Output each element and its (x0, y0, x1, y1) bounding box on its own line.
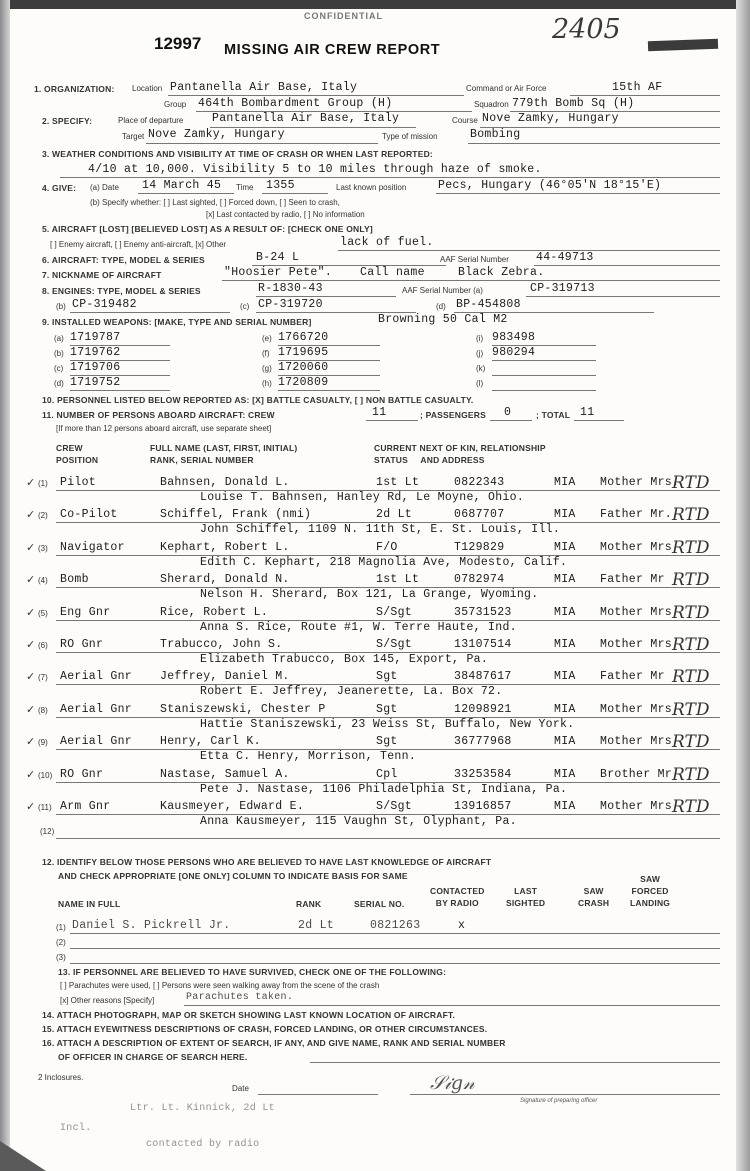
crew-row-number: (8) (38, 705, 48, 715)
s4-b-line1: (b) Specify whether: [ ] Last sighted, [ ] Forced down, [ ] Seen to crash, (90, 198, 340, 207)
s6-serial-line (534, 265, 720, 266)
s6-type: B-24 L (256, 251, 300, 264)
s7-nickname: "Hoosier Pete". (224, 266, 333, 279)
crew-name: Rice, Robert L. (160, 605, 269, 619)
crew-position: Bomb (60, 573, 89, 587)
s2-course-label: Course (452, 116, 478, 125)
crew-relation: Mother Mrs (600, 638, 673, 651)
crew-row-line (56, 814, 720, 815)
crew-address: Anna Kausmeyer, 115 Vaughn St, Olyphant, Pa. (200, 815, 517, 828)
crew-rank: Cpl (376, 767, 398, 781)
s1-label: 1. ORGANIZATION: (34, 84, 115, 94)
s8-a-line (526, 296, 720, 297)
crew-address: Anna S. Rice, Route #1, W. Terre Haute, Ind. (200, 620, 517, 634)
footer-date-label: Date (232, 1084, 249, 1093)
crew-row-number: (5) (38, 608, 48, 618)
s2-target-line (146, 143, 378, 144)
s9-type: Browning 50 Cal M2 (378, 313, 508, 326)
crew-address: Etta C. Henry, Morrison, Tenn. (200, 750, 417, 764)
crew-row-line (56, 555, 720, 556)
crew-position: Aerial Gnr (60, 735, 133, 749)
s8-b: CP-319482 (72, 298, 137, 311)
weapon-slot-label: (i) (476, 334, 484, 343)
s8-type-line (256, 296, 396, 297)
s2-target-label: Target (122, 132, 145, 141)
rtd-mark: RTD (672, 635, 710, 655)
s8-d: BP-454808 (456, 298, 521, 311)
crew-address: John Schiffel, 1109 N. 11th St, E. St. Louis, Ill. (200, 523, 561, 537)
weapon-serial: 1720060 (278, 361, 329, 374)
s10-label: 10. PERSONNEL LISTED BELOW REPORTED AS: [X] BATTLE CASUALTY, [ ] NON BATTLE CASUALTY. (42, 395, 474, 405)
redaction-mark (648, 39, 718, 51)
crew-position: Eng Gnr (60, 605, 111, 619)
weapon-serial: 1719752 (70, 376, 121, 389)
s13-line2-label: [x] Other reasons [Specify] (60, 996, 155, 1005)
s2-departure-label: Place of departure (118, 116, 184, 125)
weapon-serial: 1719762 (70, 346, 121, 359)
s11-crew-line (366, 420, 418, 421)
crew-rank: F/O (376, 540, 398, 554)
crew-row-12-number: (12) (40, 827, 55, 836)
crew-row-line (56, 587, 720, 588)
s8-c-label: (c) (240, 302, 250, 311)
s2-course: Nove Zamky, Hungary (482, 112, 619, 125)
s9-label: 9. INSTALLED WEAPONS: [MAKE, TYPE AND SERIAL NUMBER] (42, 317, 312, 327)
rtd-mark: RTD (672, 473, 710, 493)
s11-total: 11 (580, 406, 595, 419)
weapon-serial: 1766720 (278, 331, 329, 344)
weapon-line (492, 375, 596, 376)
crew-relation: Mother Mrs (600, 540, 673, 554)
crew-serial: 38487617 (454, 670, 512, 684)
handwritten-number: 2405 (552, 14, 621, 45)
crew-position: Arm Gnr (60, 800, 111, 813)
s2-mission-label: Type of mission (382, 132, 438, 141)
weapon-slot-label: (d) (54, 379, 64, 388)
s12-row1-number: (1) (56, 923, 66, 932)
s12-col-last-sighted: LAST SIGHTED (506, 886, 546, 908)
crew-serial: 0782974 (454, 573, 505, 587)
crew-name: Nastase, Samuel A. (160, 767, 290, 781)
s11-total-line (574, 420, 624, 421)
s5-options: [ ] Enemy aircraft, [ ] Enemy anti-aircraft, [x] Other (50, 240, 227, 249)
weapon-slot-label: (f) (262, 349, 270, 358)
crew-relation: Father Mr. (600, 508, 673, 522)
crew-row-number: (10) (38, 770, 53, 780)
weapon-slot-label: (e) (262, 334, 272, 343)
s11-passengers-label: ; PASSENGERS (420, 410, 487, 420)
crew-status: MIA (554, 508, 576, 522)
s4-position-label: Last known position (336, 183, 407, 192)
s14-label: 14. ATTACH PHOTOGRAPH, MAP OR SKETCH SHOWING LAST KNOWN LOCATION OF AIRCRAFT. (42, 1010, 456, 1020)
s12-col-saw-forced: SAW FORCED LANDING (630, 874, 671, 908)
s12-label-1: 12. IDENTIFY BELOW THOSE PERSONS WHO ARE BELIEVED TO HAVE LAST KNOWLEDGE OF AIRCRAFT (42, 857, 492, 867)
crew-name-header: FULL NAME (LAST, FIRST, INITIAL) RANK, SERIAL NUMBER (150, 443, 298, 465)
check-mark: ✓ (26, 476, 36, 489)
crew-rank: S/Sgt (376, 800, 413, 813)
crew-status: MIA (554, 767, 576, 781)
crew-row-number: (1) (38, 479, 48, 488)
s4-date-label: (a) Date (90, 183, 119, 192)
s4-date: 14 March 45 (142, 179, 222, 192)
officer-signature: 𝒮𝒾𝑔𝓃 (430, 1072, 475, 1094)
crew-rank: Sgt (376, 735, 398, 749)
crew-address: Elizabeth Trabucco, Box 145, Export, Pa. (200, 653, 489, 666)
s3-label: 3. WEATHER CONDITIONS AND VISIBILITY AT TIME OF CRASH OR WHEN LAST REPORTED: (42, 149, 433, 159)
weapon-serial: 1719695 (278, 346, 329, 359)
s11-label: 11. NUMBER OF PERSONS ABOARD AIRCRAFT: CREW (42, 410, 275, 420)
s13-line2-value: Parachutes taken. (186, 992, 294, 1003)
s12-col-serial: SERIAL NO. (354, 899, 405, 909)
s2-departure: Pantanella Air Base, Italy (212, 112, 400, 125)
s2-mission: Bombing (470, 128, 521, 141)
s12-row2-line (70, 948, 720, 949)
crew-position: RO Gnr (60, 638, 104, 651)
s8-b-line (70, 312, 230, 313)
crew-row-line (56, 717, 720, 718)
crew-relation: Mother Mrs. (600, 476, 680, 489)
crew-rank: S/Sgt (376, 638, 413, 651)
rtd-mark: RTD (672, 505, 710, 526)
rtd-mark: RTD (672, 667, 710, 688)
crew-position-header: CREW POSITION (56, 443, 99, 465)
s4-label: 4. GIVE: (42, 183, 77, 193)
rtd-mark: RTD (672, 764, 710, 785)
right-scan-edge (736, 0, 750, 1171)
s11-passengers: 0 (504, 406, 512, 419)
weapon-slot-label: (h) (262, 379, 272, 388)
s6-serial: 44-49713 (536, 251, 594, 264)
s8-c: CP-319720 (258, 298, 323, 311)
crew-row-line (56, 749, 720, 750)
check-mark: ✓ (26, 735, 36, 749)
s8-b-label: (b) (56, 302, 66, 311)
check-mark: ✓ (26, 767, 36, 781)
crew-relation: Mother Mrs (600, 800, 673, 813)
check-mark: ✓ (26, 800, 36, 813)
crew-status: MIA (554, 735, 576, 749)
crew-position: RO Gnr (60, 767, 104, 781)
crew-name: Henry, Carl K. (160, 735, 261, 749)
crew-name: Jeffrey, Daniel M. (160, 670, 290, 684)
footer-line-a: Ltr. Lt. Kinnick, 2d Lt (130, 1103, 275, 1114)
s1-location-label: Location (132, 84, 163, 93)
weapon-serial: 980294 (492, 346, 536, 359)
s1-command-label: Command or Air Force (466, 84, 547, 93)
crew-serial: 13107514 (454, 638, 512, 651)
s4-date-line (138, 193, 234, 194)
s1-command: 15th AF (612, 81, 663, 94)
crew-serial: 12098921 (454, 702, 512, 716)
weapon-serial: 1719787 (70, 331, 121, 344)
crew-status: MIA (554, 605, 576, 619)
check-mark: ✓ (26, 605, 36, 619)
s12-row1-name: Daniel S. Pickrell Jr. (72, 919, 231, 932)
signature-line (410, 1094, 720, 1095)
s15-label: 15. ATTACH EYEWITNESS DESCRIPTIONS OF CRASH, FORCED LANDING, OR OTHER CIRCUMSTANCES. (42, 1024, 488, 1034)
weapon-slot-label: (b) (54, 349, 64, 358)
s8-serial-label: AAF Serial Number (a) (402, 286, 483, 295)
crew-row-number: (11) (38, 803, 52, 812)
inclosures: 2 Inclosures. (38, 1073, 84, 1082)
crew-rank: Sgt (376, 670, 398, 684)
crew-row-number: (7) (38, 673, 48, 683)
crew-rank: 1st Lt (376, 476, 420, 489)
s13-line (184, 1005, 720, 1006)
scan-corner (0, 1141, 46, 1171)
s5-other: lack of fuel. (340, 236, 434, 249)
report-title: MISSING AIR CREW REPORT (224, 42, 441, 58)
crew-relation: Brother Mr (600, 767, 673, 781)
crew-rank: Sgt (376, 702, 398, 716)
crew-rank: S/Sgt (376, 605, 413, 619)
crew-row-number: (4) (38, 576, 48, 586)
crew-status: MIA (554, 476, 576, 489)
crew-row-line (56, 652, 720, 653)
s11-crew: 11 (372, 406, 387, 419)
s8-type: R-1830-43 (258, 282, 323, 295)
crew-name: Kephart, Robert L. (160, 540, 290, 554)
crew-row-line (56, 684, 720, 685)
weapon-serial: 1719706 (70, 361, 121, 374)
crew-row-line (56, 490, 720, 491)
crew-row-line (56, 782, 720, 783)
crew-row-line (56, 620, 720, 621)
s1-group: 464th Bombardment Group (H) (198, 97, 393, 110)
s11-passengers-line (490, 420, 532, 421)
confidential-stamp: CONFIDENTIAL (304, 11, 383, 21)
weapon-line (278, 390, 380, 391)
s7-label: 7. NICKNAME OF AIRCRAFT (42, 270, 162, 280)
weapon-line (492, 390, 596, 391)
s5-label: 5. AIRCRAFT [LOST] [BELIEVED LOST] AS A RESULT OF: [CHECK ONE ONLY] (42, 224, 373, 234)
s7-line (222, 280, 720, 281)
s12-col-saw-crash: SAW CRASH (578, 886, 610, 908)
s12-col-rank: RANK (296, 899, 322, 909)
crew-name: Sherard, Donald N. (160, 573, 290, 587)
weapon-slot-label: (k) (476, 364, 486, 373)
crew-address: Louise T. Bahnsen, Hanley Rd, Le Moyne, Ohio. (200, 491, 525, 504)
crew-row-number: (9) (38, 738, 48, 748)
crew-address: Nelson H. Sherard, Box 121, La Grange, Wyoming. (200, 588, 539, 602)
s5-line (338, 250, 720, 251)
s4-position-line (436, 193, 720, 194)
s12-col-name: NAME IN FULL (58, 899, 121, 909)
crew-position: Pilot (60, 476, 97, 489)
crew-row-12-line (56, 838, 720, 839)
s12-row2-number: (2) (56, 938, 66, 947)
crew-relation: Mother Mrs (600, 605, 673, 619)
crew-address: Hattie Staniszewski, 23 Weiss St, Buffalo, New York. (200, 717, 575, 731)
s16-label-1: 16. ATTACH A DESCRIPTION OF EXTENT OF SEARCH, IF ANY, AND GIVE NAME, RANK AND SERIAL NUMBER (42, 1038, 506, 1048)
crew-serial: T129829 (454, 540, 505, 554)
check-mark: ✓ (26, 702, 36, 716)
crew-name: Schiffel, Frank (nmi) (160, 508, 312, 522)
crew-row-number: (6) (38, 641, 48, 650)
rtd-mark: RTD (672, 570, 710, 591)
s3-weather: 4/10 at 10,000. Visibility 5 to 10 miles through haze of smoke. (88, 163, 542, 176)
s11-note: [If more than 12 persons aboard aircraft, use separate sheet] (56, 424, 272, 433)
s8-a: CP-319713 (530, 282, 595, 295)
s4-b-line2: [x] Last contacted by radio, [ ] No information (206, 210, 365, 219)
s12-row1-mark: x (458, 919, 466, 932)
check-mark: ✓ (26, 540, 36, 554)
s12-label-2: AND CHECK APPROPRIATE [ONE ONLY] COLUMN TO INDICATE BASIS FOR SAME (58, 871, 408, 881)
footer-date-line (258, 1094, 378, 1095)
s7-call-name: Black Zebra. (458, 266, 545, 279)
crew-address: Pete J. Nastase, 1106 Philadelphia St, Indiana, Pa. (200, 782, 568, 796)
s13-label: 13. IF PERSONNEL ARE BELIEVED TO HAVE SURVIVED, CHECK ONE OF THE FOLLOWING: (58, 967, 447, 977)
check-mark: ✓ (26, 670, 36, 684)
s8-label: 8. ENGINES: TYPE, MODEL & SERIES (42, 286, 201, 296)
weapon-slot-label: (c) (54, 364, 64, 373)
crew-address: Edith C. Kephart, 218 Magnolia Ave, Modesto, Calif. (200, 555, 568, 569)
s2-target: Nove Zamky, Hungary (148, 128, 285, 141)
check-mark: ✓ (26, 508, 36, 522)
top-scan-edge (0, 0, 750, 9)
crew-relation: Mother Mrs (600, 735, 673, 749)
crew-status: MIA (554, 800, 576, 813)
weapon-slot-label: (l) (476, 379, 484, 388)
rtd-mark: RTD (672, 602, 710, 623)
s6-serial-label: AAF Serial Number (440, 255, 509, 264)
weapon-serial: 983498 (492, 331, 536, 344)
s12-row3-number: (3) (56, 953, 66, 962)
crew-serial: 0687707 (454, 508, 505, 522)
crew-rank: 1st Lt (376, 573, 420, 587)
footer-line-b: Incl. (60, 1123, 92, 1134)
s16-label-2: OF OFFICER IN CHARGE OF SEARCH HERE. (58, 1052, 248, 1062)
weapon-slot-label: (a) (54, 334, 64, 343)
s12-row1-serial: 0821263 (370, 919, 421, 932)
weapon-slot-label: (g) (262, 364, 272, 373)
crew-status: MIA (554, 638, 576, 651)
s13-line1: [ ] Parachutes were used, [ ] Persons were seen walking away from the scene of the crash (60, 981, 380, 990)
crew-relation: Father Mr (600, 573, 665, 587)
signature-caption: Signature of preparing officer (520, 1098, 598, 1104)
crew-status: MIA (554, 702, 576, 716)
s12-col-contacted: CONTACTED BY RADIO (430, 886, 485, 908)
crew-position: Navigator (60, 540, 125, 554)
crew-status: MIA (554, 540, 576, 554)
s8-d-label: (d) (436, 302, 446, 311)
crew-name: Staniszewski, Chester P (160, 702, 326, 716)
crew-name: Trabucco, John S. (160, 638, 283, 651)
rtd-mark: RTD (672, 732, 710, 753)
s16-line (310, 1062, 720, 1063)
s1-group-label: Group (164, 100, 187, 109)
crew-serial: 0822343 (454, 476, 505, 489)
document-number: 12997 (154, 34, 202, 53)
s1-location-line (168, 95, 464, 96)
crew-row-number: (3) (38, 543, 48, 553)
crew-address: Robert E. Jeffrey, Jeanerette, La. Box 72. (200, 685, 503, 699)
crew-position: Aerial Gnr (60, 702, 133, 716)
s4-time-line (262, 193, 328, 194)
crew-serial: 35731523 (454, 605, 512, 619)
weapon-serial: 1720809 (278, 376, 329, 389)
crew-status: MIA (554, 573, 576, 587)
crew-relation: Mother Mrs (600, 702, 673, 716)
left-scan-edge (0, 0, 10, 1171)
s7-call-label: Call name (360, 266, 425, 279)
weapon-line (70, 390, 170, 391)
crew-row-line (56, 522, 720, 523)
crew-row-number: (2) (38, 511, 48, 521)
crew-position: Aerial Gnr (60, 670, 133, 684)
check-mark: ✓ (26, 573, 36, 587)
s4-time: 1355 (266, 179, 295, 192)
crew-rank: 2d Lt (376, 508, 413, 522)
s2-label: 2. SPECIFY: (42, 116, 93, 126)
crew-status: MIA (554, 670, 576, 684)
crew-serial: 33253584 (454, 767, 512, 781)
s2-mission-line (468, 143, 720, 144)
weapon-line (492, 360, 596, 361)
s11-total-label: ; TOTAL (536, 410, 571, 420)
crew-relation: Father Mr (600, 670, 665, 684)
s1-squadron-label: Squadron (474, 100, 509, 109)
s3-line (60, 177, 720, 178)
crew-position: Co-Pilot (60, 508, 118, 522)
s4-time-label: Time (236, 183, 254, 192)
weapon-slot-label: (j) (476, 349, 484, 358)
s12-row1-rank: 2d Lt (298, 919, 335, 932)
s12-row1-line (70, 933, 720, 934)
crew-name: Kausmeyer, Edward E. (160, 800, 305, 813)
s1-squadron: 779th Bomb Sq (H) (512, 97, 635, 110)
s6-label: 6. AIRCRAFT: TYPE, MODEL & SERIES (42, 255, 205, 265)
s4-position: Pecs, Hungary (46°05'N 18°15'E) (438, 179, 662, 192)
rtd-mark: RTD (672, 537, 710, 558)
crew-serial: 13916857 (454, 800, 512, 813)
crew-status-header: CURRENT NEXT OF KIN, RELATIONSHIP STATUS AND ADDRESS (374, 443, 546, 465)
rtd-mark: RTD (672, 699, 710, 720)
s1-location: Pantanella Air Base, Italy (170, 81, 358, 94)
s12-row3-line (70, 963, 720, 964)
s1-command-line (570, 95, 720, 96)
crew-name: Bahnsen, Donald L. (160, 476, 290, 489)
check-mark: ✓ (26, 638, 36, 651)
rtd-mark: RTD (672, 797, 710, 817)
footer-line-c: contacted by radio (146, 1139, 260, 1150)
crew-serial: 36777968 (454, 735, 512, 749)
